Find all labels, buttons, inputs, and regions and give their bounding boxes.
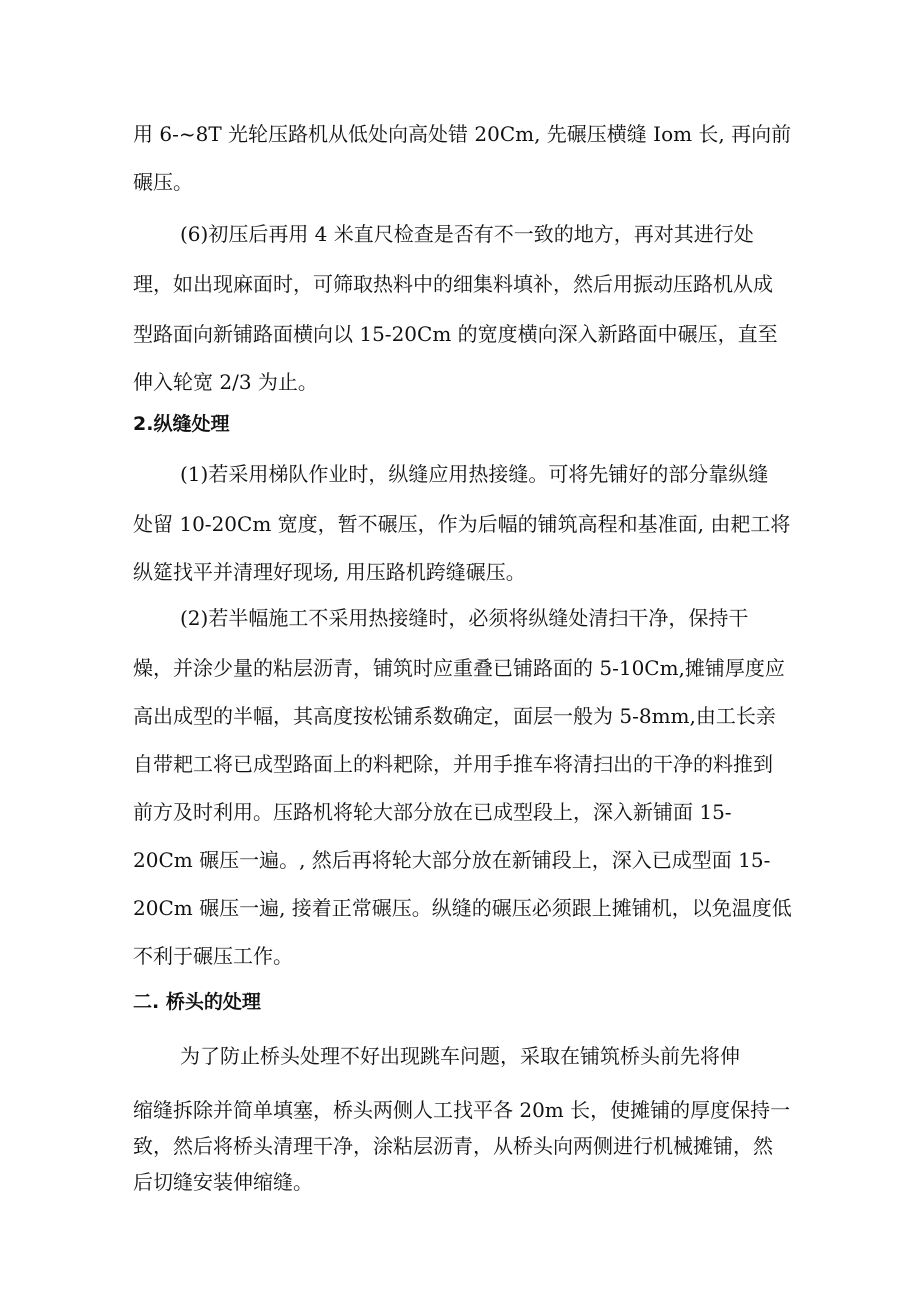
paragraph-line: 燥，并涂少量的粘层沥青，铺筑时应重叠已铺路面的 5-10Cm,摊铺厚度应: [133, 656, 785, 680]
paragraph-line: 型路面向新铺路面横向以 15-20Cm 的宽度横向深入新路面中碾压，直至: [133, 322, 778, 346]
paragraph-line: (2)若半幅施工不采用热接缝时，必须将纵缝处清扫干净，保持干: [180, 606, 749, 630]
paragraph-line: (1)若采用梯队作业时，纵缝应用热接缝。可将先铺好的部分靠纵缝: [180, 462, 769, 486]
paragraph-line: (6)初压后再用 4 米直尺检查是否有不一致的地方，再对其进行处: [180, 222, 754, 246]
paragraph-line: 缩缝拆除并简单填塞，桥头两侧人工找平各 20m 长，使摊铺的厚度保持一: [133, 1098, 791, 1122]
paragraph-line: 伸入轮宽 2/3 为止。: [133, 370, 318, 394]
paragraph-line: 自带耙工将已成型路面上的料耙除，并用手推车将清扫出的干净的料推到: [133, 752, 773, 776]
paragraph-line: 20Cm 碾压一遍。, 然后再将轮大部分放在新铺段上，深入已成型面 15-: [133, 848, 771, 872]
paragraph-line: 致，然后将桥头清理干净，涂粘层沥青，从桥头向两侧进行机械摊铺，然: [133, 1134, 773, 1158]
section-heading: 二. 桥头的处理: [133, 991, 261, 1013]
paragraph-line: 用 6-~8T 光轮压路机从低处向高处错 20Cm, 先碾压横缝 Iom 长, 再向前: [133, 122, 792, 146]
paragraph-line: 碾压。: [133, 170, 193, 194]
paragraph-line: 20Cm 碾压一遍, 接着正常碾压。纵缝的碾压必须跟上摊铺机，以免温度低: [133, 896, 792, 920]
section-heading: 2.纵缝处理: [133, 413, 230, 435]
paragraph-line: 高出成型的半幅，其高度按松铺系数确定，面层一般为 5-8mm,由工长亲: [133, 704, 776, 728]
paragraph-line: 为了防止桥头处理不好出现跳车问题，采取在铺筑桥头前先将伸: [180, 1044, 740, 1068]
paragraph-line: 后切缝安装伸缩缝。: [133, 1170, 313, 1194]
paragraph-line: 理，如出现麻面时，可筛取热料中的细集料填补，然后用振动压路机从成: [133, 272, 773, 296]
paragraph-line: 前方及时利用。压路机将轮大部分放在已成型段上，深入新铺面 15-: [133, 800, 732, 824]
paragraph-line: 不利于碾压工作。: [133, 944, 293, 968]
paragraph-line: 处留 10-20Cm 宽度，暂不碾压，作为后幅的铺筑高程和基准面, 由耙工将: [133, 512, 791, 536]
paragraph-line: 纵筵找平并清理好现场, 用压路机跨缝碾压。: [133, 560, 526, 584]
